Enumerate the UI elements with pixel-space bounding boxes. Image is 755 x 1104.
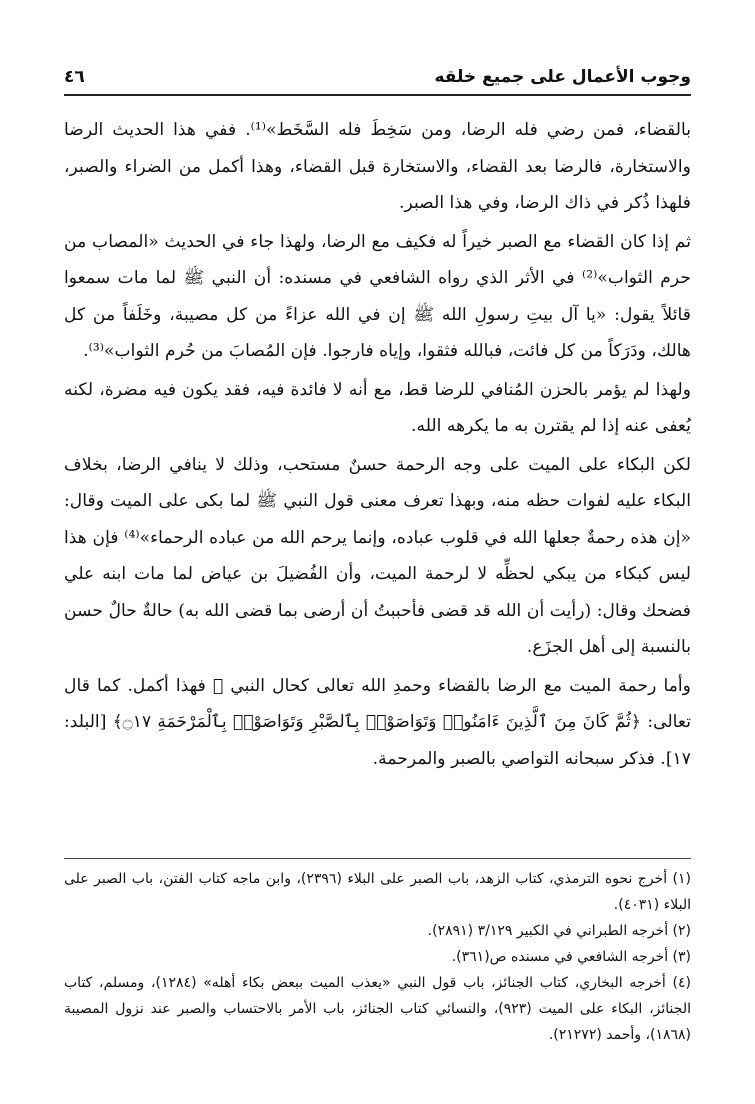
main-text xyxy=(64,112,691,777)
footnotes xyxy=(64,866,691,1048)
paragraph: لكن البكاء على الميت على وجه الرحمة حسنٌ مستحب، وذلك لا ينافي الرضا، بخلاف البكاء عليه لفوات حظه منه، وبهذا تعرف معنى قول النبي ﷺ لما بكى على الميت وقال: «إن هذه رحمةٌ جعلها الله في قلوب عباده، وإنما يرحم الله من عباده الرحماء»⁽⁴⁾ فإن هذا ليس كبكاء من يبكي لحظِّه لا لرحمة الميت، وأن الفُضيلَ بن عياض لما مات ابنه علي فضحك وقال: (رأيت أن الله قد قضى فأحببتُ أن أرضى بما قضى الله به) حالةٌ حالٌ حسن بالنسبة إلى أهل الجزَع. xyxy=(64,454,691,657)
running-header xyxy=(64,60,691,96)
footnote: (٢) أخرجه الطبراني في الكبير ٣/١٢٩ (٢٨٩١). xyxy=(427,923,691,939)
paragraph: ثم إذا كان القضاء مع الصبر خيراً له فكيف مع الرضا، ولهذا جاء في الحديث «المصاب من حرم الثواب»⁽²⁾ في الأثر الذي رواه الشافعي في مسنده: أن النبي ﷺ لما مات سمعوا قائلاً يقول: «يا آل بيتِ رسولِ الله ﷺ إن في الله عزاءً من كل مصيبة، وخَلَفاً من كل هالك، ودَرَكاً من كل فائت، فبالله فثقوا، وإياه فارجوا. فإن المُصابَ من حُرم الثواب»⁽³⁾. xyxy=(64,231,692,361)
footnote: (٤) أخرجه البخاري، كتاب الجنائز، باب قول النبي «يعذب الميت ببعض بكاء أهله» (١٢٨٤)، ومسلم، كتاب الجنائز، البكاء على الميت (٩٢٣)، والنسائي كتاب الجنائز، باب الأمر بالاحتساب والصبر عند نزول المصيبة (١٨٦٨)، وأحمد (٢١٢٧٢). xyxy=(64,975,691,1043)
paragraph: وأما رحمة الميت مع الرضا بالقضاء وحمدِ الله تعالى كحال النبي ﷺ فهذا أكمل. كما قال تعالى: ﴿ثُمَّ كَانَ مِنَ ٱلَّذِينَ ءَامَنُوا۟ وَتَوَاصَوْا۟ بِٱلصَّبْرِ وَتَوَاصَوْا۟ بِٱلْمَرْحَمَةِ ۝١٧﴾ [البلد: ١٧]. فذكر سبحانه التواصي بالصبر والمرحمة. xyxy=(64,675,691,769)
footnote: (٣) أخرجه الشافعي في مسنده ص(٣٦١). xyxy=(451,949,691,965)
paragraph: بالقضاء، فمن رضي فله الرضا، ومن سَخِطَ فله السَّخَط»⁽¹⁾. ففي هذا الحديث الرضا والاستخارة، فالرضا بعد القضاء، والاستخارة قبل القضاء، وهذا أكمل من الضراء والصبر، فلهذا ذُكر في ذاك الرضا، وفي هذا الصبر. xyxy=(64,120,691,213)
footnote-separator xyxy=(64,858,691,859)
footnote: (١) أخرج نحوه الترمذي، كتاب الزهد، باب الصبر على البلاء (٢٣٩٦)، وابن ماجه كتاب الفتن، باب الصبر على البلاء (٤٠٣١). xyxy=(64,871,691,913)
running-title: وجوب الأعمال على جميع خلقه xyxy=(434,67,691,87)
paragraph: ولهذا لم يؤمر بالحزن المُنافي للرضا قط، مع أنه لا فائدة فيه، فقد يكون فيه مضرة، لكنه يُعفى عنه إذا لم يقترن به ما يكرهه الله. xyxy=(64,379,691,436)
page-number: ٤٦ xyxy=(64,67,85,87)
